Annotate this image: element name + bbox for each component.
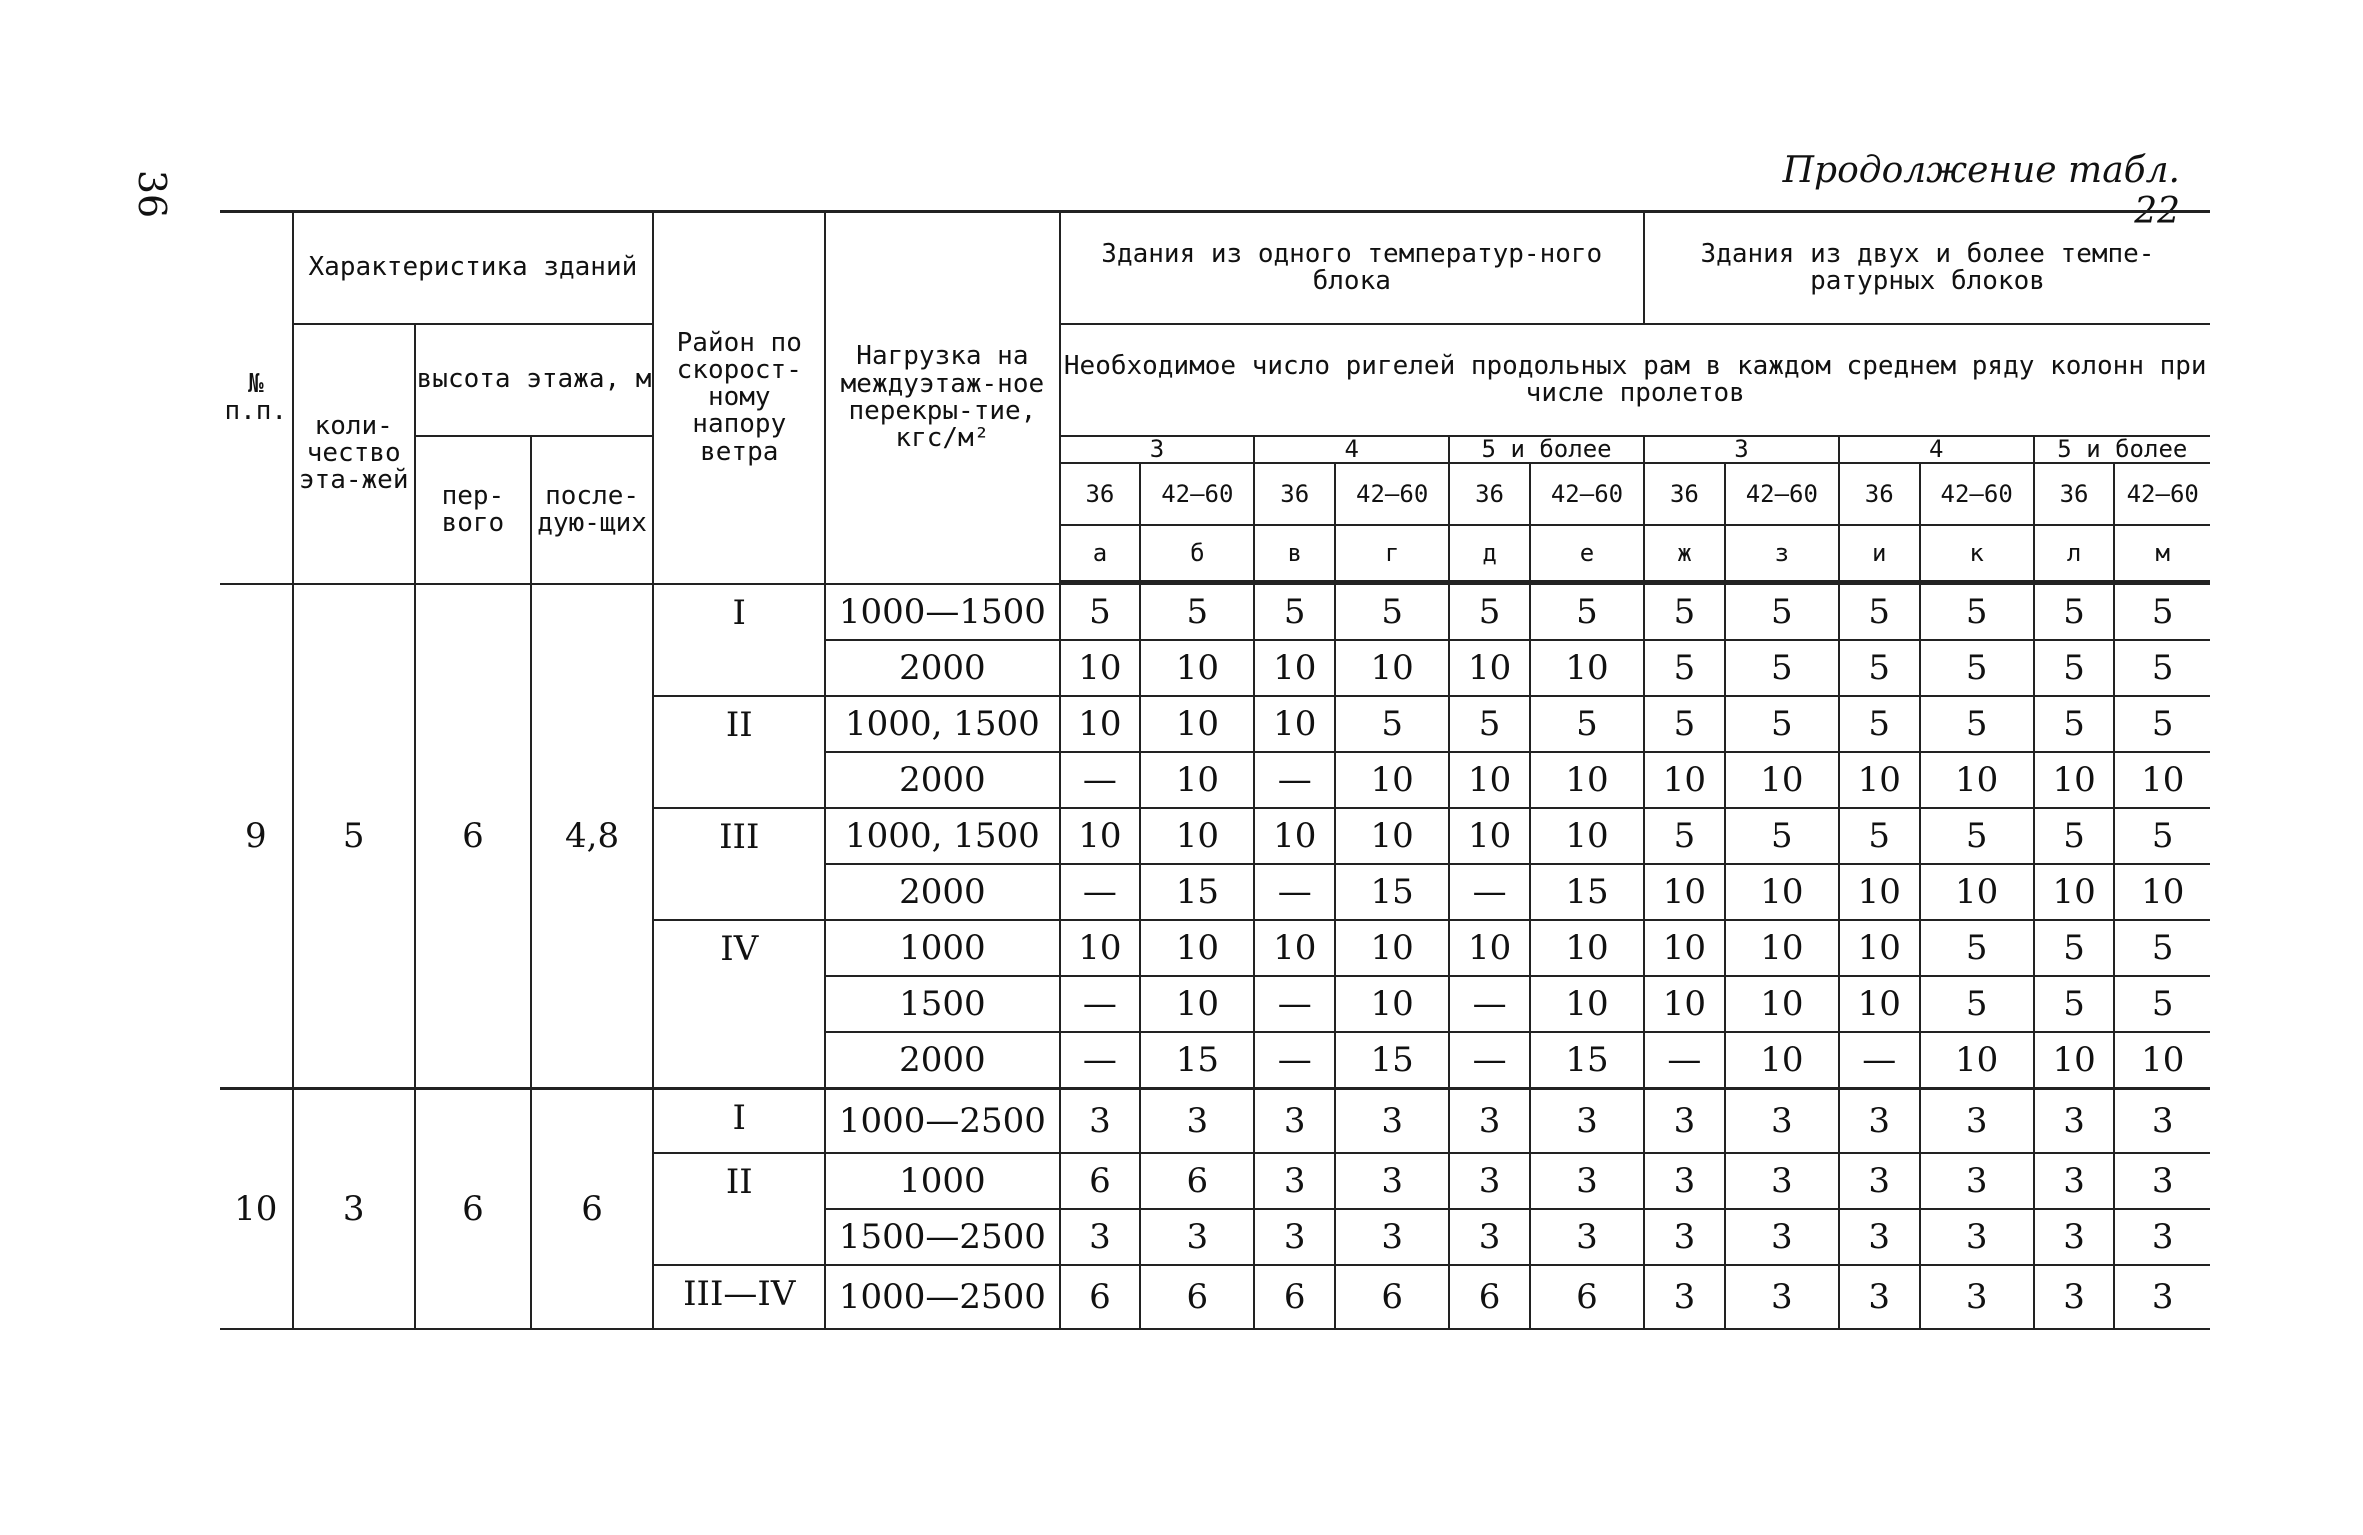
value-cell: 5 bbox=[2114, 584, 2210, 641]
span-count: 3 bbox=[1644, 436, 1839, 463]
page-number: 36 bbox=[130, 169, 175, 219]
value-cell: 3 bbox=[1644, 1265, 1725, 1329]
value-cell: 10 bbox=[1530, 920, 1644, 976]
floor-load: 1000 bbox=[825, 1153, 1059, 1209]
floors-count: 5 bbox=[293, 584, 415, 1089]
span-width: 36 bbox=[2034, 463, 2115, 525]
value-cell: 10 bbox=[1725, 864, 1839, 920]
value-cell: 15 bbox=[1335, 864, 1449, 920]
value-cell: 10 bbox=[1060, 696, 1141, 752]
value-cell: 3 bbox=[2034, 1089, 2115, 1154]
value-cell: 5 bbox=[2034, 640, 2115, 696]
value-cell: 3 bbox=[1449, 1153, 1530, 1209]
column-letter: е bbox=[1530, 525, 1644, 581]
floor-load: 1000, 1500 bbox=[825, 808, 1059, 864]
value-cell: 10 bbox=[1920, 864, 2034, 920]
value-cell: 3 bbox=[1920, 1209, 2034, 1265]
value-cell: 10 bbox=[1335, 976, 1449, 1032]
value-cell: 5 bbox=[2034, 584, 2115, 641]
wind-region: I bbox=[653, 1089, 825, 1154]
header-floors-count: коли-чество эта-жей bbox=[293, 324, 415, 584]
table-body bbox=[220, 584, 2210, 1330]
value-cell: 5 bbox=[1839, 808, 1920, 864]
value-cell: 10 bbox=[1335, 752, 1449, 808]
value-cell: 10 bbox=[1839, 920, 1920, 976]
value-cell: 10 bbox=[1449, 640, 1530, 696]
first-floor-height: 6 bbox=[415, 584, 531, 1089]
value-cell: 10 bbox=[1140, 920, 1254, 976]
value-cell: 10 bbox=[1254, 808, 1335, 864]
span-width: 42—60 bbox=[1335, 463, 1449, 525]
wind-region: I bbox=[653, 584, 825, 697]
value-cell: 10 bbox=[1530, 808, 1644, 864]
table-row bbox=[220, 584, 2210, 641]
column-letter: ж bbox=[1644, 525, 1725, 581]
value-cell: 10 bbox=[1644, 864, 1725, 920]
value-cell: 3 bbox=[1644, 1153, 1725, 1209]
column-letter: б bbox=[1140, 525, 1254, 581]
column-letter: к bbox=[1920, 525, 2034, 581]
value-cell: 10 bbox=[1254, 920, 1335, 976]
value-cell: 10 bbox=[1060, 640, 1141, 696]
value-cell: 5 bbox=[2114, 640, 2210, 696]
value-cell: 5 bbox=[1644, 584, 1725, 641]
value-cell: 6 bbox=[1060, 1265, 1141, 1329]
value-cell: 5 bbox=[1725, 640, 1839, 696]
column-letter: м bbox=[2114, 525, 2210, 581]
value-cell: 10 bbox=[1254, 640, 1335, 696]
value-cell: 3 bbox=[1449, 1209, 1530, 1265]
value-cell: 10 bbox=[1644, 920, 1725, 976]
value-cell: 10 bbox=[1839, 752, 1920, 808]
value-cell: 3 bbox=[1335, 1209, 1449, 1265]
value-cell: — bbox=[1254, 1032, 1335, 1089]
floor-load: 2000 bbox=[825, 752, 1059, 808]
span-count: 4 bbox=[1254, 436, 1449, 463]
value-cell: 10 bbox=[1839, 976, 1920, 1032]
column-letter: д bbox=[1449, 525, 1530, 581]
value-cell: 10 bbox=[1140, 696, 1254, 752]
value-cell: 3 bbox=[1530, 1209, 1644, 1265]
column-letter: л bbox=[2034, 525, 2115, 581]
header-floor-height: высота этажа, м bbox=[415, 324, 653, 436]
value-cell: — bbox=[1060, 752, 1141, 808]
table-header bbox=[220, 212, 2210, 584]
floors-count: 3 bbox=[293, 1089, 415, 1330]
value-cell: 15 bbox=[1530, 1032, 1644, 1089]
value-cell: 3 bbox=[1335, 1153, 1449, 1209]
header-required-number: Необходимое число ригелей продольных рам в каждом среднем ряду колонн при числе пролетов bbox=[1060, 324, 2211, 436]
value-cell: — bbox=[1060, 976, 1141, 1032]
value-cell: 5 bbox=[2114, 808, 2210, 864]
value-cell: 5 bbox=[1839, 640, 1920, 696]
value-cell: 5 bbox=[1449, 696, 1530, 752]
value-cell: 3 bbox=[1449, 1089, 1530, 1154]
value-cell: — bbox=[1449, 976, 1530, 1032]
value-cell: 5 bbox=[1920, 976, 2034, 1032]
value-cell: 3 bbox=[1839, 1153, 1920, 1209]
value-cell: 3 bbox=[1839, 1209, 1920, 1265]
value-cell: 10 bbox=[1060, 808, 1141, 864]
value-cell: 3 bbox=[1254, 1153, 1335, 1209]
header-one-block: Здания из одного температур-ного блока bbox=[1060, 212, 1645, 325]
value-cell: 5 bbox=[1725, 808, 1839, 864]
value-cell: 3 bbox=[1839, 1265, 1920, 1329]
value-cell: 3 bbox=[1530, 1089, 1644, 1154]
floor-load: 2000 bbox=[825, 640, 1059, 696]
value-cell: — bbox=[1644, 1032, 1725, 1089]
first-floor-height: 6 bbox=[415, 1089, 531, 1330]
wind-region: III—IV bbox=[653, 1265, 825, 1329]
value-cell: 6 bbox=[1140, 1265, 1254, 1329]
column-letter: г bbox=[1335, 525, 1449, 581]
value-cell: 10 bbox=[1839, 864, 1920, 920]
value-cell: 5 bbox=[2034, 808, 2115, 864]
header-wind-region: Район по скорост-ному напору ветра bbox=[653, 212, 825, 584]
span-width: 42—60 bbox=[1725, 463, 1839, 525]
value-cell: 5 bbox=[2114, 920, 2210, 976]
value-cell: 5 bbox=[2034, 696, 2115, 752]
value-cell: — bbox=[1060, 1032, 1141, 1089]
value-cell: 6 bbox=[1254, 1265, 1335, 1329]
column-letter: а bbox=[1060, 525, 1141, 581]
value-cell: 10 bbox=[2034, 864, 2115, 920]
value-cell: 3 bbox=[2114, 1209, 2210, 1265]
value-cell: 10 bbox=[1060, 920, 1141, 976]
value-cell: 5 bbox=[1644, 808, 1725, 864]
value-cell: 3 bbox=[1725, 1089, 1839, 1154]
span-width: 36 bbox=[1839, 463, 1920, 525]
header-load: Нагрузка на междуэтаж-ное перекры-тие, кгс/м² bbox=[825, 212, 1059, 584]
value-cell: 3 bbox=[1530, 1153, 1644, 1209]
table-caption: Продолжение табл. 22 bbox=[1782, 150, 2180, 232]
value-cell: — bbox=[1254, 752, 1335, 808]
value-cell: 10 bbox=[1335, 920, 1449, 976]
value-cell: 3 bbox=[1140, 1209, 1254, 1265]
value-cell: 5 bbox=[1254, 584, 1335, 641]
column-letter: з bbox=[1725, 525, 1839, 581]
value-cell: — bbox=[1839, 1032, 1920, 1089]
span-width: 36 bbox=[1060, 463, 1141, 525]
value-cell: 15 bbox=[1140, 864, 1254, 920]
header-char-buildings: Характеристика зданий bbox=[293, 212, 654, 325]
value-cell: 5 bbox=[1449, 584, 1530, 641]
value-cell: 3 bbox=[1644, 1209, 1725, 1265]
span-count: 4 bbox=[1839, 436, 2034, 463]
value-cell: 15 bbox=[1140, 1032, 1254, 1089]
value-cell: 5 bbox=[1644, 640, 1725, 696]
span-width: 42—60 bbox=[1530, 463, 1644, 525]
span-width: 36 bbox=[1254, 463, 1335, 525]
value-cell: 5 bbox=[1644, 696, 1725, 752]
span-width: 36 bbox=[1449, 463, 1530, 525]
wind-region: II bbox=[653, 696, 825, 808]
value-cell: 3 bbox=[2034, 1265, 2115, 1329]
value-cell: 5 bbox=[2034, 976, 2115, 1032]
value-cell: 10 bbox=[1140, 808, 1254, 864]
header-num: № п.п. bbox=[220, 212, 293, 584]
value-cell: 6 bbox=[1140, 1153, 1254, 1209]
value-cell: 5 bbox=[1530, 696, 1644, 752]
data-table bbox=[220, 210, 2210, 1330]
span-count: 5 и более bbox=[2034, 436, 2210, 463]
value-cell: 10 bbox=[1449, 808, 1530, 864]
value-cell: 10 bbox=[1335, 640, 1449, 696]
value-cell: 10 bbox=[2114, 752, 2210, 808]
value-cell: 3 bbox=[1839, 1089, 1920, 1154]
value-cell: 10 bbox=[1644, 752, 1725, 808]
header-subsequent-floors: после-дую-щих bbox=[531, 436, 653, 584]
value-cell: 10 bbox=[1449, 920, 1530, 976]
value-cell: — bbox=[1254, 864, 1335, 920]
value-cell: 3 bbox=[1725, 1153, 1839, 1209]
header-first-floor: пер-вого bbox=[415, 436, 531, 584]
value-cell: 5 bbox=[1335, 584, 1449, 641]
table-container bbox=[220, 210, 2210, 1330]
value-cell: 10 bbox=[2114, 864, 2210, 920]
floor-load: 1500—2500 bbox=[825, 1209, 1059, 1265]
wind-region: IV bbox=[653, 920, 825, 1089]
row-number: 10 bbox=[220, 1089, 293, 1330]
value-cell: — bbox=[1254, 976, 1335, 1032]
value-cell: 10 bbox=[1920, 752, 2034, 808]
value-cell: 5 bbox=[2114, 696, 2210, 752]
column-letter: и bbox=[1839, 525, 1920, 581]
value-cell: 10 bbox=[1254, 696, 1335, 752]
span-count: 3 bbox=[1060, 436, 1255, 463]
floor-load: 1000—2500 bbox=[825, 1265, 1059, 1329]
value-cell: 10 bbox=[1530, 976, 1644, 1032]
value-cell: 5 bbox=[1920, 640, 2034, 696]
span-width: 42—60 bbox=[2114, 463, 2210, 525]
value-cell: 3 bbox=[2114, 1265, 2210, 1329]
value-cell: 10 bbox=[1644, 976, 1725, 1032]
value-cell: 3 bbox=[1920, 1265, 2034, 1329]
value-cell: 15 bbox=[1530, 864, 1644, 920]
value-cell: 3 bbox=[2114, 1153, 2210, 1209]
value-cell: 6 bbox=[1060, 1153, 1141, 1209]
value-cell: 5 bbox=[1725, 696, 1839, 752]
span-count: 5 и более bbox=[1449, 436, 1644, 463]
value-cell: 3 bbox=[1644, 1089, 1725, 1154]
next-floor-height: 4,8 bbox=[531, 584, 653, 1089]
value-cell: 3 bbox=[1060, 1209, 1141, 1265]
value-cell: 10 bbox=[2114, 1032, 2210, 1089]
value-cell: 3 bbox=[1254, 1209, 1335, 1265]
value-cell: 3 bbox=[2034, 1209, 2115, 1265]
next-floor-height: 6 bbox=[531, 1089, 653, 1330]
value-cell: — bbox=[1449, 864, 1530, 920]
value-cell: 3 bbox=[1725, 1265, 1839, 1329]
value-cell: 5 bbox=[2034, 920, 2115, 976]
value-cell: 10 bbox=[1530, 752, 1644, 808]
value-cell: 3 bbox=[1725, 1209, 1839, 1265]
floor-load: 1000—1500 bbox=[825, 584, 1059, 641]
value-cell: 3 bbox=[1254, 1089, 1335, 1154]
span-width: 42—60 bbox=[1140, 463, 1254, 525]
value-cell: 3 bbox=[1920, 1089, 2034, 1154]
value-cell: 6 bbox=[1449, 1265, 1530, 1329]
value-cell: 5 bbox=[1335, 696, 1449, 752]
wind-region: II bbox=[653, 1153, 825, 1265]
value-cell: — bbox=[1449, 1032, 1530, 1089]
value-cell: 5 bbox=[1140, 584, 1254, 641]
value-cell: 3 bbox=[2034, 1153, 2115, 1209]
row-number: 9 bbox=[220, 584, 293, 1089]
value-cell: 5 bbox=[2114, 976, 2210, 1032]
header-multi-block: Здания из двух и более темпе-ратурных блоков bbox=[1644, 212, 2210, 325]
value-cell: 10 bbox=[1530, 640, 1644, 696]
value-cell: — bbox=[1060, 864, 1141, 920]
value-cell: 3 bbox=[1920, 1153, 2034, 1209]
value-cell: 5 bbox=[1060, 584, 1141, 641]
value-cell: 3 bbox=[2114, 1089, 2210, 1154]
value-cell: 5 bbox=[1920, 584, 2034, 641]
value-cell: 6 bbox=[1335, 1265, 1449, 1329]
value-cell: 10 bbox=[2034, 1032, 2115, 1089]
floor-load: 2000 bbox=[825, 864, 1059, 920]
value-cell: 5 bbox=[1839, 696, 1920, 752]
value-cell: 3 bbox=[1335, 1089, 1449, 1154]
value-cell: 10 bbox=[2034, 752, 2115, 808]
value-cell: 6 bbox=[1530, 1265, 1644, 1329]
floor-load: 1500 bbox=[825, 976, 1059, 1032]
value-cell: 10 bbox=[1725, 752, 1839, 808]
value-cell: 3 bbox=[1140, 1089, 1254, 1154]
value-cell: 10 bbox=[1725, 1032, 1839, 1089]
span-width: 36 bbox=[1644, 463, 1725, 525]
value-cell: 15 bbox=[1335, 1032, 1449, 1089]
value-cell: 5 bbox=[1920, 696, 2034, 752]
floor-load: 1000, 1500 bbox=[825, 696, 1059, 752]
wind-region: III bbox=[653, 808, 825, 920]
value-cell: 10 bbox=[1140, 752, 1254, 808]
value-cell: 10 bbox=[1920, 1032, 2034, 1089]
value-cell: 10 bbox=[1140, 640, 1254, 696]
table-row bbox=[220, 1089, 2210, 1154]
value-cell: 10 bbox=[1140, 976, 1254, 1032]
value-cell: 5 bbox=[1920, 808, 2034, 864]
value-cell: 5 bbox=[1839, 584, 1920, 641]
floor-load: 2000 bbox=[825, 1032, 1059, 1089]
value-cell: 10 bbox=[1725, 920, 1839, 976]
value-cell: 10 bbox=[1725, 976, 1839, 1032]
value-cell: 5 bbox=[1920, 920, 2034, 976]
value-cell: 10 bbox=[1449, 752, 1530, 808]
value-cell: 10 bbox=[1335, 808, 1449, 864]
span-width: 42—60 bbox=[1920, 463, 2034, 525]
floor-load: 1000 bbox=[825, 920, 1059, 976]
floor-load: 1000—2500 bbox=[825, 1089, 1059, 1154]
value-cell: 5 bbox=[1530, 584, 1644, 641]
value-cell: 3 bbox=[1060, 1089, 1141, 1154]
column-letter: в bbox=[1254, 525, 1335, 581]
value-cell: 5 bbox=[1725, 584, 1839, 641]
